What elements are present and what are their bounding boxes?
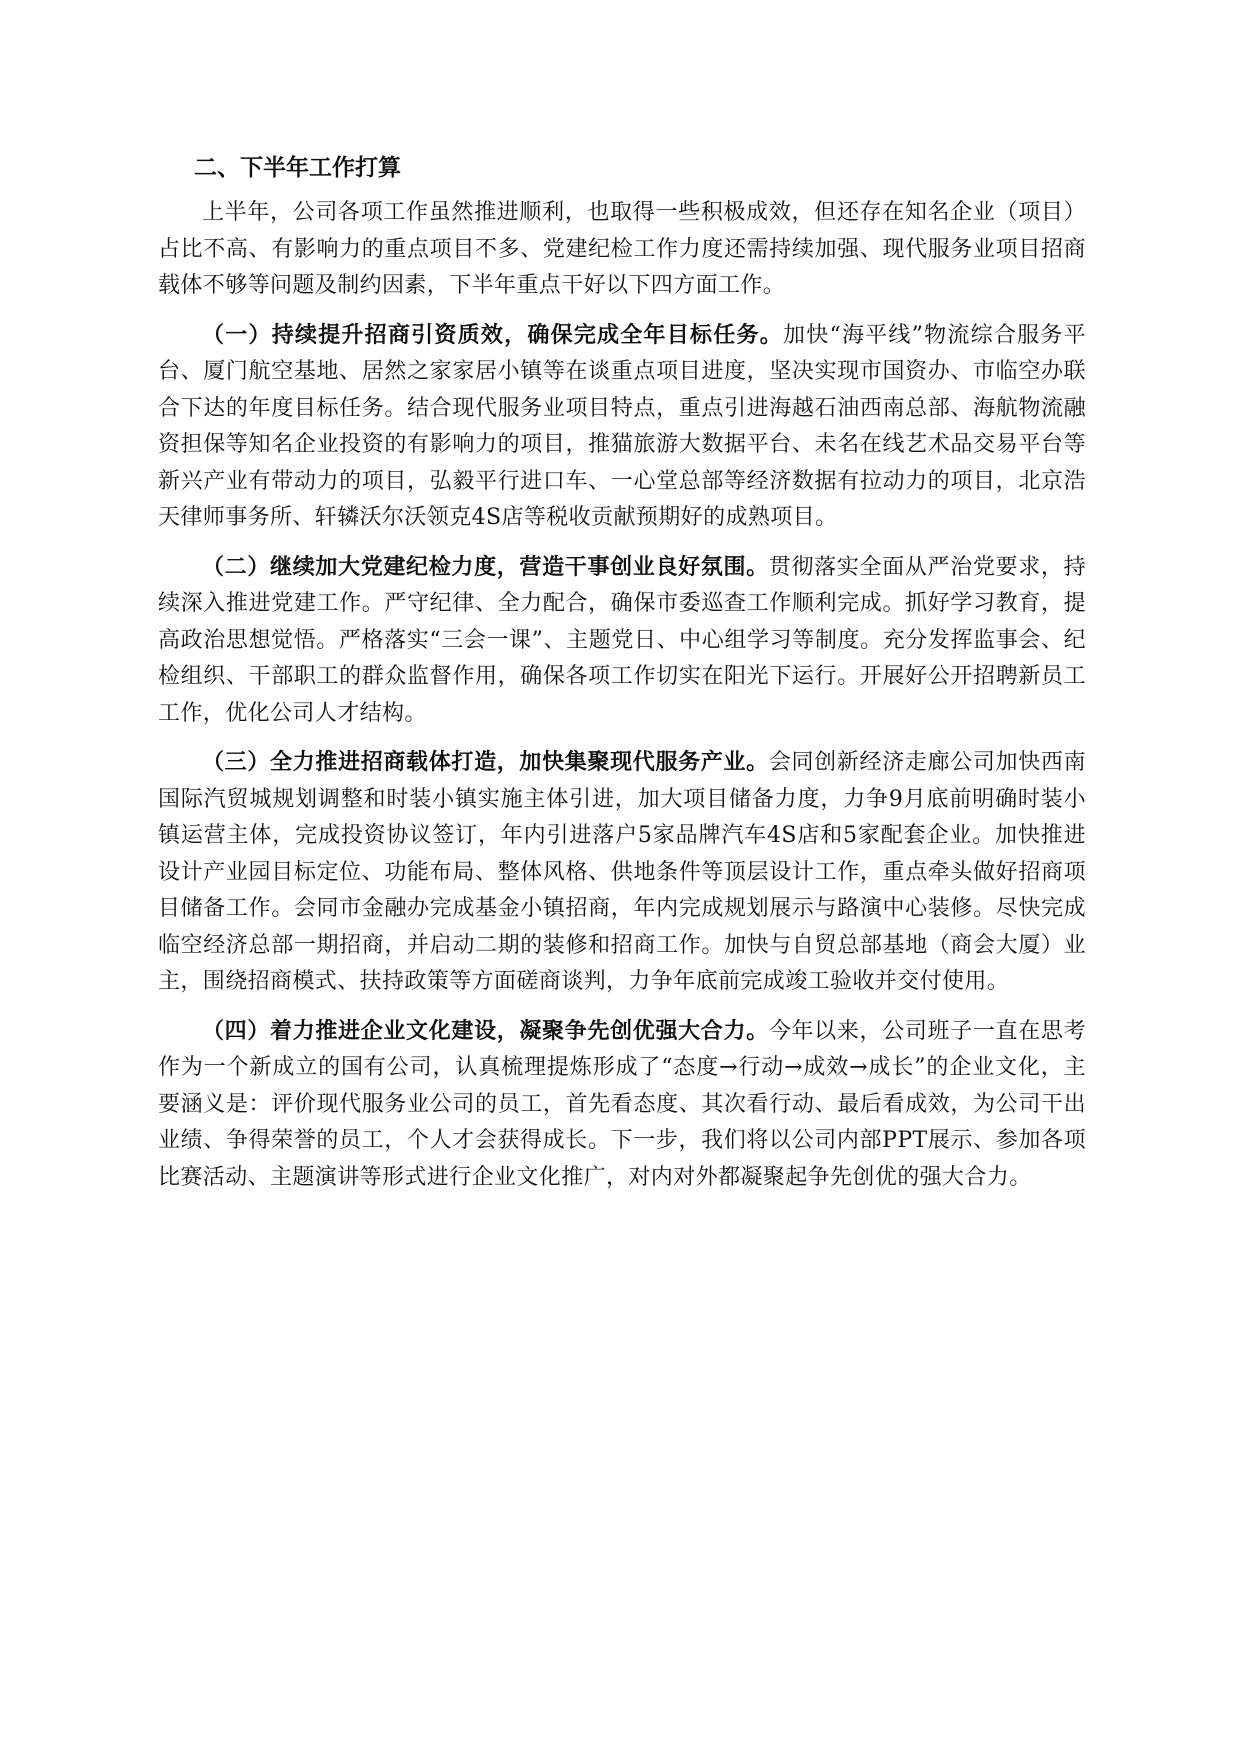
intro-paragraph: 上半年，公司各项工作虽然推进顺利，也取得一些积极成效，但还存在知名企业（项目）占比不高、有影响力的重点项目不多、党建纪检工作力度还需持续加强、现代服务业项目招商载体不够等问题及制约因素，下半年重点干好以下四方面工作。 [158, 200, 1086, 298]
paragraph-1 [158, 317, 1086, 537]
section-heading: 二、下半年工作打算 [194, 154, 401, 181]
paragraph-2 [158, 549, 1086, 733]
document-page [158, 150, 1086, 1196]
paragraph-3-body: 会同创新经济走廊公司加快西南国际汽贸城规划调整和时装小镇实施主体引进，加大项目储备力度，力争9月底前明确时装小镇运营主体，完成投资协议签订，年内引进落户5家品牌汽车4S店和5家配套企业。加快推进设计产业园目标定位、功能布局、整体风格、供地条件等顶层设计工作，重点牵头做好招商项目储备工作。会同市金融办完成基金小镇招商，年内完成规划展示与路演中心装修。尽快完成临空经济总部一期招商，并启动二期的装修和招商工作。加快与自贸总部基地（商会大厦）业主，围绕招商模式、扶持政策等方面磋商谈判，力争年底前完成竣工验收并交付使用。 [158, 750, 1086, 994]
paragraph-4 [158, 1013, 1086, 1197]
paragraph-2-body: 贯彻落实全面从严治党要求，持续深入推进党建工作。严守纪律、全力配合，确保市委巡查工作顺利完成。抓好学习教育，提高政治思想觉悟。严格落实“三会一课”、主题党日、中心组学习等制度。充分发挥监事会、纪检组织、干部职工的群众监督作用，确保各项工作切实在阳光下运行。开展好公开招聘新员工工作，优化公司人才结构。 [158, 554, 1086, 726]
paragraph-1-body: 加快“海平线”物流综合服务平台、厦门航空基地、居然之家家居小镇等在谈重点项目进度，坚决实现市国资办、市临空办联合下达的年度目标任务。结合现代服务业项目特点，重点引进海越石油西南总部、海航物流融资担保等知名企业投资的有影响力的项目，推猫旅游大数据平台、未名在线艺术品交易平台等新兴产业有带动力的项目，弘毅平行进口车、一心堂总部等经济数据有拉动力的项目，北京浩天律师事务所、轩辚沃尔沃领克4S店等税收贡献预期好的成熟项目。 [158, 322, 1086, 530]
paragraph-2-lead: （二）继续加大党建纪检力度，营造干事创业良好氛围。 [202, 553, 769, 580]
paragraph-3 [158, 744, 1086, 1001]
paragraph-1-lead: （一）持续提升招商引资质效，确保完成全年目标任务。 [202, 321, 783, 348]
paragraph-4-body: 今年以来，公司班子一直在思考作为一个新成立的国有公司，认真梳理提炼形成了“态度→行动→成效→成长”的企业文化，主要涵义是：评价现代服务业公司的员工，首先看态度、其次看行动、最后看成效，为公司干出业绩、争得荣誉的员工，个人才会获得成长。下一步，我们将以公司内部PPT展示、参加各项比赛活动、主题演讲等形式进行企业文化推广，对内对外都凝聚起争先创优的强大合力。 [158, 1018, 1086, 1190]
paragraph-3-lead: （三）全力推进招商载体打造，加快集聚现代服务产业。 [202, 749, 769, 775]
paragraph-4-lead: （四）着力推进企业文化建设，凝聚争先创优强大合力。 [202, 1017, 769, 1044]
